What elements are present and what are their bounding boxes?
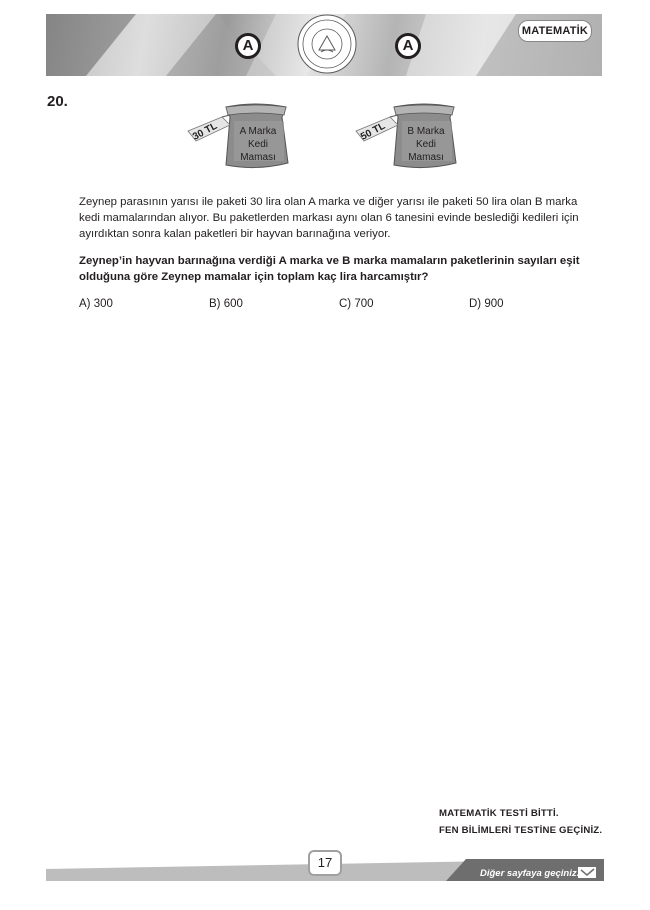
food-bag-a bbox=[186, 103, 296, 178]
question-number: 20. bbox=[47, 93, 68, 110]
choice-d[interactable]: D) 900 bbox=[469, 298, 504, 310]
food-bag-b bbox=[354, 103, 464, 178]
question-paragraph: Zeynep parasının yarısı ile paketi 30 lira olan A marka ve diğer yarısı ile paketi 50 lira olan B marka kedi mamalarından alıyor. Bu paketlerden markası aynı olan 6 tanesini evinde beslediği kedileri için ayırdıktan sonra kalan paketleri bir hayvan barınağına veriyor. bbox=[79, 196, 579, 240]
ministry-seal-icon bbox=[297, 14, 357, 74]
subject-tag: MATEMATİK bbox=[518, 20, 592, 42]
page-number: 17 bbox=[308, 850, 342, 876]
choice-b[interactable]: B) 600 bbox=[209, 298, 243, 310]
bag-label-b: B Marka Kedi Maması bbox=[407, 126, 445, 163]
price-tag-a: 30 TL bbox=[191, 120, 220, 143]
choice-a[interactable]: A) 300 bbox=[79, 298, 113, 310]
price-tag-b: 50 TL bbox=[359, 120, 388, 143]
booklet-badge-left: A bbox=[235, 33, 261, 59]
booklet-badge-right: A bbox=[395, 33, 421, 59]
next-page-note: Diğer sayfaya geçiniz. bbox=[480, 868, 580, 879]
next-test-note: FEN BİLİMLERİ TESTİNE GEÇİNİZ. bbox=[439, 825, 603, 836]
choice-c[interactable]: C) 700 bbox=[339, 298, 374, 310]
bag-label-a: A Marka Kedi Maması bbox=[239, 126, 277, 163]
question-prompt: Zeynep’in hayvan barınağına verdiği A marka ve B marka mamaların paketlerinin sayıları eşit olduğuna göre Zeynep mamalar için toplam kaç lira harcamıştır? bbox=[79, 255, 580, 283]
test-end-note: MATEMATİK TESTİ BİTTİ. bbox=[439, 808, 559, 819]
